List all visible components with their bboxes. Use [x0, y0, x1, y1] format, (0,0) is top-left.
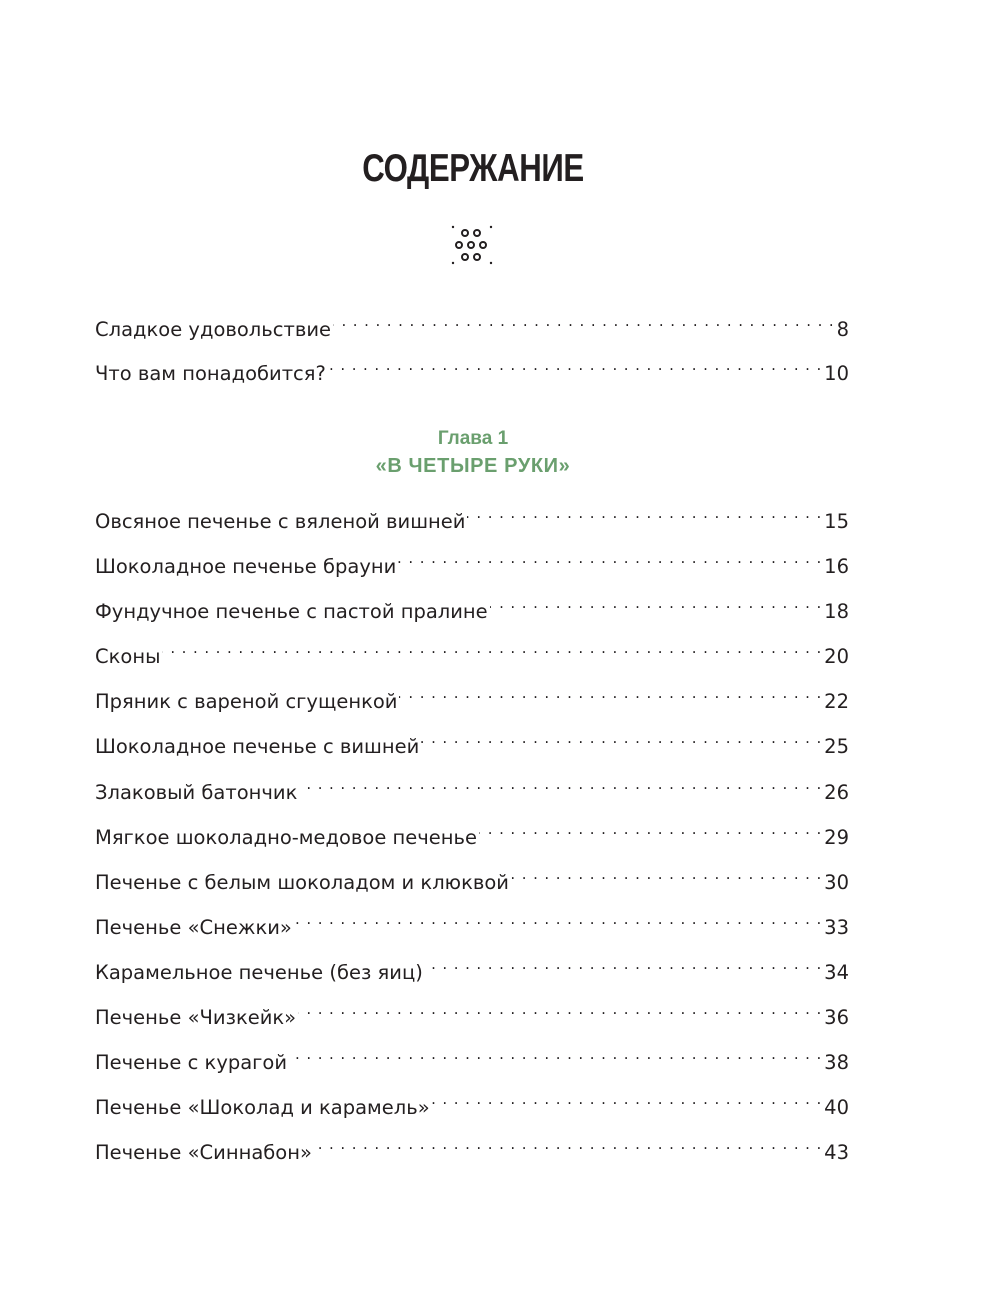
dot-leader [299, 769, 822, 799]
toc-entry-title: Злаковый батончик [95, 781, 298, 804]
dot-leader [511, 859, 822, 889]
toc-entry[interactable] [95, 1039, 849, 1074]
toc-entry[interactable] [95, 1129, 849, 1164]
toc-entry-page: 38 [824, 1051, 849, 1074]
toc-entry-title: Фундучное печенье с пастой пралине [95, 600, 488, 623]
toc-entry-page: 36 [824, 1006, 849, 1029]
dot-leader [294, 904, 822, 934]
toc-entry-title: Сладкое удовольствие [95, 318, 331, 341]
toc-entry[interactable] [95, 859, 849, 894]
toc-entry[interactable] [95, 498, 849, 533]
toc-entry[interactable] [95, 350, 849, 385]
toc-entry[interactable] [95, 904, 849, 939]
toc-entry-page: 15 [824, 510, 849, 533]
toc-entry-page: 29 [824, 826, 849, 849]
toc-entry-title: Шоколадное печенье брауни [95, 555, 397, 578]
dot-leader [328, 350, 822, 380]
dot-leader [289, 1039, 822, 1069]
dot-leader [432, 1084, 823, 1114]
dot-leader [314, 1129, 822, 1159]
toc-entry[interactable] [95, 994, 849, 1029]
toc-entry[interactable] [95, 769, 849, 804]
dot-leader [398, 543, 822, 573]
toc-entry-page: 25 [824, 735, 849, 758]
toc-entry[interactable] [95, 543, 849, 578]
dot-leader [399, 678, 822, 708]
toc-entry-page: 26 [824, 781, 849, 804]
toc-entry-page: 20 [824, 645, 849, 668]
toc-entry-page: 34 [824, 961, 849, 984]
toc-entry[interactable] [95, 814, 849, 849]
toc-entry-title: Печенье с белым шоколадом и клюквой [95, 871, 509, 894]
toc-entry-title: Печенье «Чизкейк» [95, 1006, 297, 1029]
toc-entry-title: Печенье «Снежки» [95, 916, 292, 939]
dot-leader [479, 814, 822, 844]
toc-entry-page: 40 [824, 1096, 849, 1119]
dot-cluster-ornament-icon [448, 222, 496, 268]
toc-entry-page: 8 [836, 318, 849, 341]
toc-entry-page: 30 [824, 871, 849, 894]
dot-leader [421, 723, 822, 753]
toc-entry[interactable] [95, 306, 849, 341]
toc-entry-title: Печенье с курагой [95, 1051, 288, 1074]
toc-entry-page: 33 [824, 916, 849, 939]
toc-entry[interactable] [95, 949, 849, 984]
dot-leader [425, 949, 822, 979]
toc-entry-title: Овсяное печенье с вяленой вишней [95, 510, 466, 533]
chapter-name: «В ЧЕТЫРЕ РУКИ» [375, 455, 571, 477]
chapter-label: Глава 1 [437, 428, 509, 449]
toc-entry-title: Печенье «Синнабон» [95, 1141, 312, 1164]
toc-entry[interactable] [95, 678, 849, 713]
dot-leader [333, 306, 835, 336]
toc-entry-title: Пряник с вареной сгущенкой [95, 690, 398, 713]
toc-entry-page: 10 [824, 362, 849, 385]
toc-entry-title: Карамельное печенье (без яиц) [95, 961, 423, 984]
toc-entry[interactable] [95, 633, 849, 668]
dot-leader [467, 498, 822, 528]
toc-entry[interactable] [95, 1084, 849, 1119]
page-title: СОДЕРЖАНИЕ [362, 147, 584, 190]
toc-entry-title: Мягкое шоколадно-медовое печенье [95, 826, 478, 849]
toc-entry[interactable] [95, 588, 849, 623]
dot-leader [162, 633, 822, 663]
dot-leader [490, 588, 823, 618]
toc-entry[interactable] [95, 723, 849, 758]
dot-leader [298, 994, 822, 1024]
toc-entry-page: 43 [824, 1141, 849, 1164]
toc-entry-title: Что вам понадобится? [95, 362, 326, 385]
toc-entry-page: 16 [824, 555, 849, 578]
toc-entry-title: Шоколадное печенье с вишней [95, 735, 420, 758]
toc-entry-title: Сконы [95, 645, 161, 668]
toc-entry-page: 18 [824, 600, 849, 623]
toc-entry-title: Печенье «Шоколад и карамель» [95, 1096, 430, 1119]
toc-entry-page: 22 [824, 690, 849, 713]
